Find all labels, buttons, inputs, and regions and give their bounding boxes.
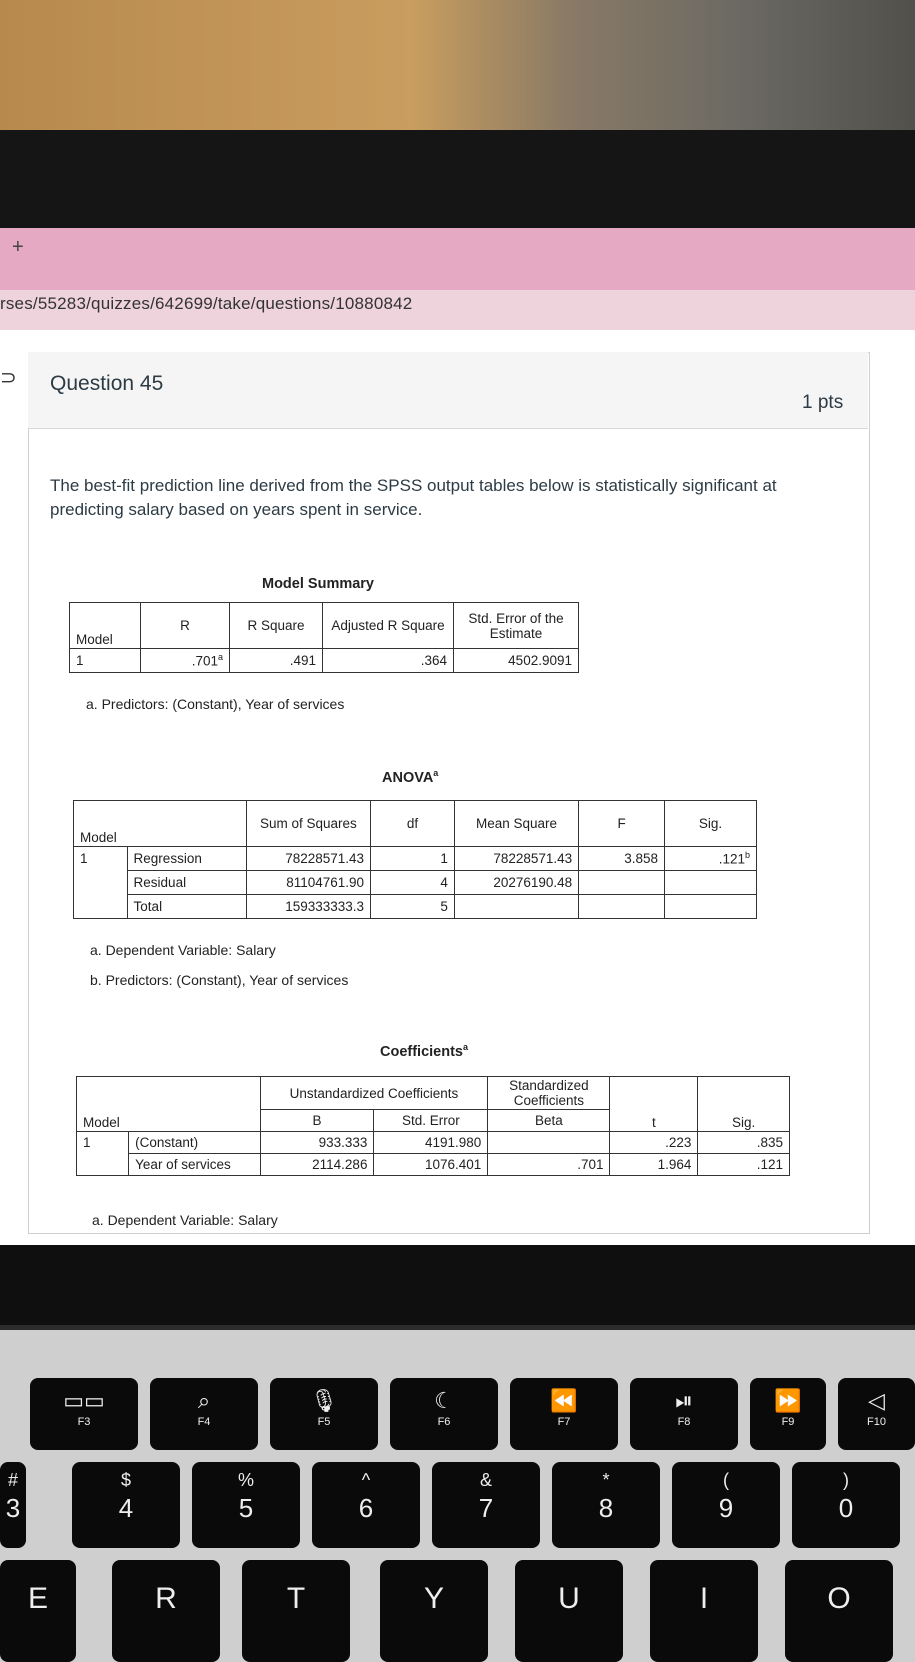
fast-forward-icon: ⏩ bbox=[774, 1388, 802, 1413]
coef-row-label: (Constant) bbox=[129, 1132, 261, 1154]
anova-cell: 159333333.3 bbox=[246, 895, 370, 919]
laptop-hinge bbox=[0, 1245, 915, 1325]
anova-row-label: Residual bbox=[127, 871, 246, 895]
coef-row-label: Year of services bbox=[129, 1154, 261, 1176]
coef-header-model: Model bbox=[77, 1077, 261, 1132]
anova-cell: 1 bbox=[371, 847, 455, 871]
key-6[interactable]: ^ 6 bbox=[312, 1462, 420, 1548]
anova-model-no: 1 bbox=[74, 847, 128, 871]
header-r: R bbox=[141, 603, 230, 649]
coefficients-table bbox=[76, 1076, 790, 1176]
key-u[interactable]: U bbox=[515, 1560, 623, 1662]
anova-cell: 81104761.90 bbox=[246, 871, 370, 895]
question-text: The best-fit prediction line derived from the SPSS output tables below is statistically significant at predicting salary based on years spent in service. bbox=[50, 476, 777, 519]
cell-adjusted-r-square: .364 bbox=[323, 649, 454, 673]
microphone-icon: 🎙 bbox=[310, 1388, 338, 1413]
key-7[interactable]: & 7 bbox=[432, 1462, 540, 1548]
key-5[interactable]: % 5 bbox=[192, 1462, 300, 1548]
header-std-error: Std. Error of the Estimate bbox=[454, 603, 579, 649]
anova-table bbox=[73, 800, 757, 919]
key-0[interactable]: ) 0 bbox=[792, 1462, 900, 1548]
coef-header-unstandardized: Unstandardized Coefficients bbox=[260, 1077, 488, 1110]
coef-cell: .223 bbox=[610, 1132, 698, 1154]
coef-cell: 1.964 bbox=[610, 1154, 698, 1176]
coef-cell: .835 bbox=[698, 1132, 790, 1154]
coef-header-b: B bbox=[260, 1110, 374, 1132]
anova-header-f: F bbox=[579, 801, 665, 847]
tab-bar bbox=[0, 228, 915, 290]
coef-cell: .701 bbox=[488, 1154, 610, 1176]
coef-cell: 1076.401 bbox=[374, 1154, 488, 1176]
key-3[interactable]: # 3 bbox=[0, 1462, 26, 1548]
anova-note-a: a. Dependent Variable: Salary bbox=[90, 942, 276, 958]
f3-key[interactable]: ▭▭ F3 bbox=[30, 1378, 138, 1450]
anova-cell: 4 bbox=[371, 871, 455, 895]
anova-cell: 78228571.43 bbox=[246, 847, 370, 871]
anova-cell: .121$^b$ bbox=[665, 847, 757, 871]
anova-row-label: Regression bbox=[127, 847, 246, 871]
key-8[interactable]: * 8 bbox=[552, 1462, 660, 1548]
f4-key[interactable]: ⌕ F4 bbox=[150, 1378, 258, 1450]
coef-cell: 933.333 bbox=[260, 1132, 374, 1154]
key-e[interactable]: E bbox=[0, 1560, 76, 1662]
anova-header-sig: Sig. bbox=[665, 801, 757, 847]
anova-row-label: Total bbox=[127, 895, 246, 919]
new-tab-button[interactable]: + bbox=[12, 236, 24, 258]
header-model: Model bbox=[70, 603, 141, 649]
nav-toggle-icon[interactable]: ⊃ bbox=[0, 367, 17, 389]
f5-key[interactable]: 🎙 F5 bbox=[270, 1378, 378, 1450]
coef-header-std-error: Std. Error bbox=[374, 1110, 488, 1132]
model-summary-note: a. Predictors: (Constant), Year of services bbox=[86, 696, 345, 712]
model-summary-title: Model Summary bbox=[262, 576, 374, 592]
anova-cell: 5 bbox=[371, 895, 455, 919]
coef-model-no: 1 bbox=[77, 1132, 129, 1154]
coef-cell: .121 bbox=[698, 1154, 790, 1176]
anova-note-b: b. Predictors: (Constant), Year of services bbox=[90, 972, 349, 988]
anova-header-model: Model bbox=[74, 801, 247, 847]
header-r-square: R Square bbox=[230, 603, 323, 649]
f10-key[interactable]: ◁ F10 bbox=[838, 1378, 915, 1450]
question-points: 1 pts bbox=[802, 392, 844, 413]
key-t[interactable]: T bbox=[242, 1560, 350, 1662]
anova-header-ms: Mean Square bbox=[454, 801, 578, 847]
header-adjusted-r-square: Adjusted R Square bbox=[323, 603, 454, 649]
f9-key[interactable]: ⏩ F9 bbox=[750, 1378, 826, 1450]
key-i[interactable]: I bbox=[650, 1560, 758, 1662]
cell-r: .701$^a$ bbox=[141, 649, 230, 673]
question-title: Question 45 bbox=[50, 372, 164, 395]
cell-r-square: .491 bbox=[230, 649, 323, 673]
key-o[interactable]: O bbox=[785, 1560, 893, 1662]
coef-header-beta: Beta bbox=[488, 1110, 610, 1132]
anova-header-df: df bbox=[371, 801, 455, 847]
f8-key[interactable]: ⏯ F8 bbox=[630, 1378, 738, 1450]
f7-key[interactable]: ⏪ F7 bbox=[510, 1378, 618, 1450]
mute-icon: ◁ bbox=[868, 1388, 885, 1413]
anova-cell: 3.858 bbox=[579, 847, 665, 871]
coef-cell: 4191.980 bbox=[374, 1132, 488, 1154]
coef-header-sig: Sig. bbox=[698, 1077, 790, 1132]
coef-cell bbox=[488, 1132, 610, 1154]
coefficients-note: a. Dependent Variable: Salary bbox=[92, 1212, 278, 1228]
moon-icon: ☾ bbox=[434, 1388, 454, 1413]
url-text[interactable]: rses/55283/quizzes/642699/take/questions/10880842 bbox=[0, 294, 413, 313]
key-9[interactable]: ( 9 bbox=[672, 1462, 780, 1548]
anova-title: ANOVA$^a$ bbox=[382, 768, 439, 786]
mission-control-icon: ▭▭ bbox=[63, 1388, 105, 1413]
play-pause-icon: ⏯ bbox=[675, 1388, 693, 1413]
search-icon: ⌕ bbox=[197, 1388, 211, 1413]
key-y[interactable]: Y bbox=[380, 1560, 488, 1662]
background-wall bbox=[0, 0, 915, 150]
key-4[interactable]: $ 4 bbox=[72, 1462, 180, 1548]
coef-header-standardized: Standardized Coefficients bbox=[488, 1077, 610, 1110]
coef-header-t: t bbox=[610, 1077, 698, 1132]
anova-cell: 78228571.43 bbox=[454, 847, 578, 871]
f6-key[interactable]: ☾ F6 bbox=[390, 1378, 498, 1450]
anova-header-ss: Sum of Squares bbox=[246, 801, 370, 847]
cell-model: 1 bbox=[70, 649, 141, 673]
coef-cell: 2114.286 bbox=[260, 1154, 374, 1176]
cell-std-error: 4502.9091 bbox=[454, 649, 579, 673]
anova-cell: 20276190.48 bbox=[454, 871, 578, 895]
rewind-icon: ⏪ bbox=[550, 1388, 578, 1413]
key-r[interactable]: R bbox=[112, 1560, 220, 1662]
coefficients-title: Coefficients$^a$ bbox=[380, 1042, 469, 1060]
model-summary-table bbox=[69, 602, 579, 673]
